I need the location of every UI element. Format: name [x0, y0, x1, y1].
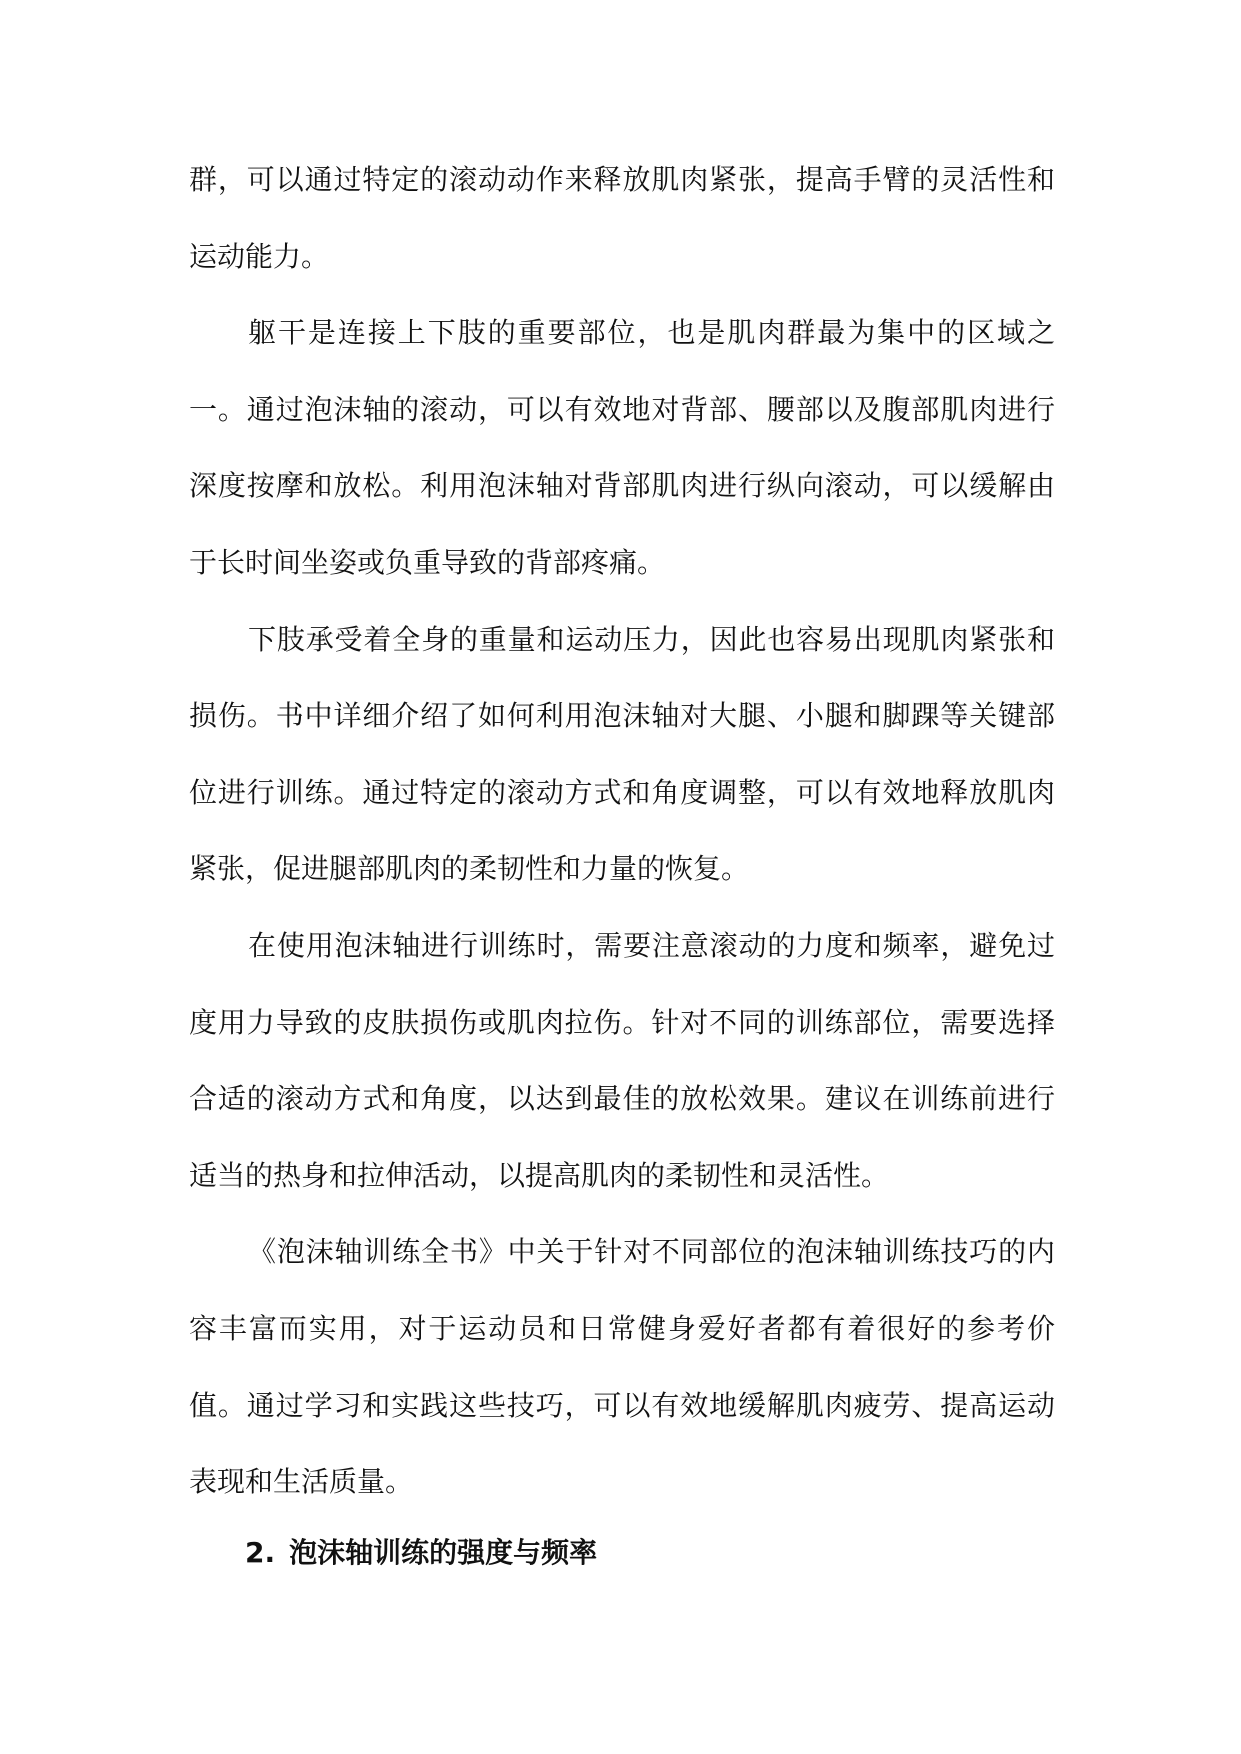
paragraph-precautions: 在使用泡沫轴进行训练时，需要注意滚动的力度和频率，避免过度用力导致的皮肤损伤或肌肉拉伤。针对不同的训练部位，需要选择合适的滚动方式和角度，以达到最佳的放松效果。建议在训练前进行适当的热身和拉伸活动，以提高肌肉的柔韧性和灵活性。 — [189, 928, 1055, 1192]
body-text — [189, 142, 1055, 1521]
paragraph-summary: 《泡沫轴训练全书》中关于针对不同部位的泡沫轴训练技巧的内容丰富而实用，对于运动员和日常健身爱好者都有着很好的参考价值。通过学习和实践这些技巧，可以有效地缓解肌肉疲劳、提高运动表现和生活质量。 — [189, 1235, 1055, 1499]
paragraph-lower-limbs: 下肢承受着全身的重量和运动压力，因此也容易出现肌肉紧张和损伤。书中详细介绍了如何利用泡沫轴对大腿、小腿和脚踝等关键部位进行训练。通过特定的滚动方式和角度调整，可以有效地释放肌肉紧张，促进腿部肌肉的柔韧性和力量的恢复。 — [189, 622, 1055, 886]
section-number: 2. — [245, 1536, 276, 1569]
section-heading — [245, 1535, 597, 1571]
paragraph-trunk: 躯干是连接上下肢的重要部位，也是肌肉群最为集中的区域之一。通过泡沫轴的滚动，可以有效地对背部、腰部以及腹部肌肉进行深度按摩和放松。利用泡沫轴对背部肌肉进行纵向滚动，可以缓解由于长时间坐姿或负重导致的背部疼痛。 — [189, 316, 1055, 579]
paragraph-arm-continuation: 群，可以通过特定的滚动动作来释放肌肉紧张，提高手臂的灵活性和运动能力。 — [189, 163, 1055, 273]
section-title: 泡沫轴训练的强度与频率 — [289, 1536, 598, 1569]
